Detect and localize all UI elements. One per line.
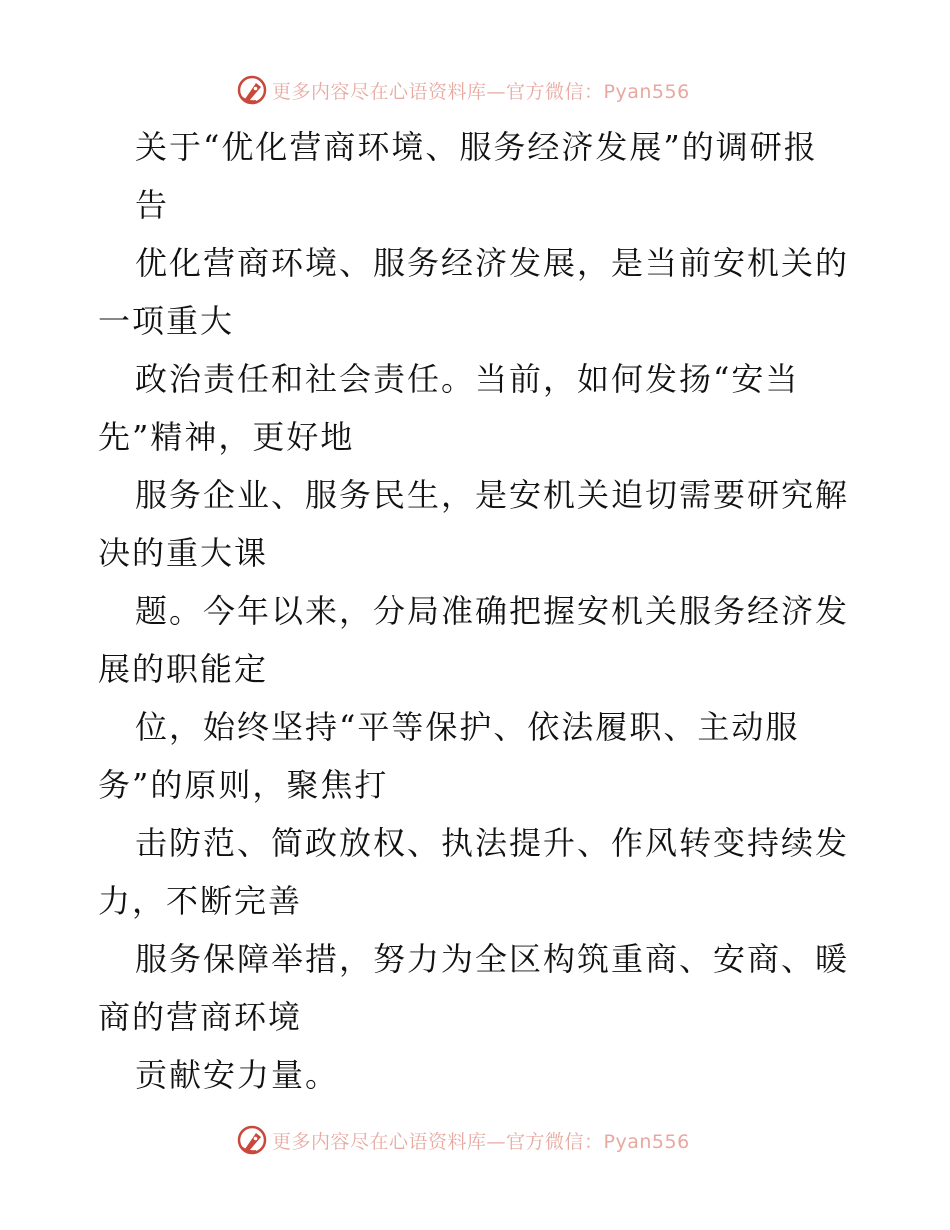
paragraph-line: 一项重大 [98, 302, 235, 340]
watermark-text: 更多内容尽在心语资料库—官方微信：Pyan556 [272, 80, 690, 103]
pen-nib-icon [236, 1124, 268, 1156]
paragraph-line: 力，不断完善 [98, 882, 303, 920]
paragraph-line: 政治责任和社会责任。当前，如何发扬“安当 [135, 360, 800, 398]
watermark-footer [236, 1123, 690, 1157]
paragraph-line: 展的职能定 [98, 650, 269, 688]
paragraph-line: 服务保障举措，努力为全区构筑重商、安商、暖 [135, 940, 850, 978]
paragraph-line: 务”的原则，聚焦打 [98, 766, 389, 804]
paragraph-line: 题。今年以来，分局准确把握安机关服务经济发 [135, 592, 850, 630]
pen-nib-icon [236, 74, 268, 106]
paragraph-line: 先”精神，更好地 [98, 418, 355, 456]
watermark-text: 更多内容尽在心语资料库—官方微信：Pyan556 [272, 1130, 690, 1153]
title-line: 告 [135, 186, 170, 224]
paragraph-line: 贡献安力量。 [135, 1056, 340, 1094]
paragraph-line: 商的营商环境 [98, 998, 303, 1036]
watermark-header [236, 73, 690, 107]
title-line: 关于“优化营商环境、服务经济发展”的调研报 [135, 128, 818, 166]
paragraph-line: 优化营商环境、服务经济发展，是当前安机关的 [135, 244, 850, 282]
paragraph-line: 决的重大课 [98, 534, 269, 572]
document-body [98, 118, 858, 1104]
paragraph-line: 服务企业、服务民生，是安机关迫切需要研究解 [135, 476, 850, 514]
paragraph-line: 击防范、简政放权、执法提升、作风转变持续发 [135, 824, 850, 862]
paragraph-line: 位，始终坚持“平等保护、依法履职、主动服 [135, 708, 800, 746]
